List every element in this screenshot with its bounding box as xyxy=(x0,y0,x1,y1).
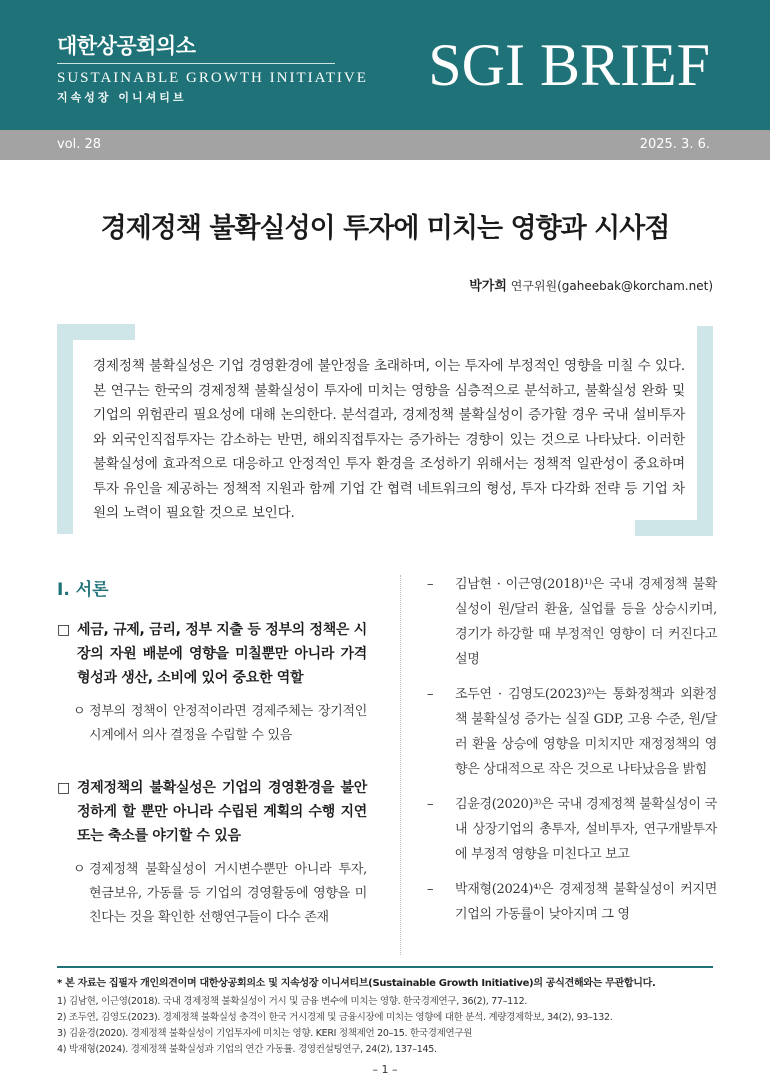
section-heading: Ⅰ. 서론 xyxy=(57,580,109,600)
main-bullet xyxy=(57,618,367,690)
author-role: 연구위원(gaheebak@korcham.net) xyxy=(510,279,713,293)
sub-bullet-text: 경제정책 불확실성이 거시변수뿐만 아니라 투자, 현금보유, 가동률 등 기업의 경영활동에 영향을 미친다는 것을 확인한 선행연구들이 다수 존재 xyxy=(89,862,367,925)
footnote: 2) 조두연, 김영도(2023). 경제정책 불확실성 충격이 한국 거시경제 및 금융시장에 미치는 영향에 대한 분석. 계량경제학보, 34(2), 93–132. xyxy=(57,1012,613,1023)
footnote: 4) 박재형(2024). 경제정책 불확실성과 기업의 연간 가동률. 경영컨설팅연구, 24(2), 137–145. xyxy=(57,1044,437,1055)
reference-item xyxy=(425,572,717,672)
abstract-text: 경제정책 불확실성은 기업 경영환경에 불안정을 초래하며, 이는 투자에 부정적인 영향을 미칠 수 있다. 본 연구는 한국의 경제정책 불확실성이 투자에 미치는 영향을 심층적으로 분석하고, 불확실성 완화 및 기업의 위험관리 필요성에 대해 논의한다. 분석결과, 경제정책 불확실성이 증가할 경우 국내 설비투자와 외국인직접투자는 감소하는 반면, 해외직접투자는 증가하는 경향이 있는 것으로 나타났다. 이러한 불확실성에 효과적으로 대응하고 안정적인 투자 환경을 조성하기 위해서는 정책적 일관성이 중요하며 투자 유인을 제공하는 정책적 지원과 함께 기업 간 협력 네트워크의 형성, 투자 다각화 전략 등 기업 차원의 노력이 필요할 것으로 보인다. xyxy=(93,358,685,521)
footer-rule xyxy=(57,966,713,968)
reference-item xyxy=(425,682,717,782)
page-number: – 1 – xyxy=(372,1063,398,1076)
footnotes xyxy=(57,994,713,1058)
abstract-frame-top xyxy=(57,324,135,340)
publication-date: 2025. 3. 6. xyxy=(639,137,710,152)
main-bullet xyxy=(57,776,367,848)
reference-text: 김윤경(2020)³⁾은 국내 경제정책 불확실성이 국내 상장기업의 총투자, 설비투자, 연구개발투자에 부정적 영향을 미친다고 보고 xyxy=(455,797,717,862)
dash-bullet-icon: – xyxy=(427,577,434,592)
volume-bar xyxy=(0,130,770,160)
dash-bullet-icon: – xyxy=(427,687,434,702)
org-subtitle: 지속성장 이니셔티브 xyxy=(57,91,187,104)
page-title: 경제정책 불확실성이 투자에 미치는 영향과 시사점 xyxy=(100,213,670,244)
square-bullet-icon: □ xyxy=(57,780,70,796)
reference-text: 김남현 · 이근영(2018)¹⁾은 국내 경제정책 불확실성이 원/달러 환율, 실업률 등을 상승시키며, 경기가 하강할 때 부정적인 영향이 더 커진다고 설명 xyxy=(455,577,717,667)
square-bullet-icon: □ xyxy=(57,622,70,638)
abstract-frame-right xyxy=(697,326,713,536)
author-name: 박가희 xyxy=(469,279,507,294)
sub-bullet xyxy=(57,858,367,930)
author-line xyxy=(469,275,713,294)
org-name-english: SUSTAINABLE GROWTH INITIATIVE xyxy=(57,70,368,86)
right-column xyxy=(425,572,717,937)
reference-item xyxy=(425,792,717,867)
dash-bullet-icon: – xyxy=(427,882,434,897)
main-bullet-text: 경제정책의 불확실성은 기업의 경영환경을 불안정하게 할 뿐만 아니라 수립된 계획의 수행 지연 또는 축소를 야기할 수 있음 xyxy=(77,780,367,844)
circle-bullet-icon: ㅇ xyxy=(73,704,86,719)
volume-number: vol. 28 xyxy=(57,137,102,152)
footnote: 3) 김윤경(2020). 경제정책 불확실성이 기업투자에 미치는 영향. KERI 정책제언 20–15. 한국경제연구원 xyxy=(57,1028,473,1039)
footnote: 1) 김남현, 이근영(2018). 국내 경제정책 불확실성이 거시 및 금융 변수에 미치는 영향. 한국경제연구, 36(2), 77–112. xyxy=(57,996,528,1007)
org-divider xyxy=(57,63,335,64)
sub-bullet xyxy=(57,700,367,748)
abstract-frame-left xyxy=(57,324,73,534)
sub-bullet-text: 정부의 정책이 안정적이라면 경제주체는 장기적인 시계에서 의사 결정을 수립할 수 있음 xyxy=(89,704,367,743)
org-name-korean: 대한상공회의소 xyxy=(57,34,196,58)
brief-header xyxy=(0,0,770,130)
circle-bullet-icon: ㅇ xyxy=(73,862,86,877)
reference-text: 박재형(2024)⁴⁾은 경제정책 불확실성이 커지면 기업의 가동률이 낮아지며 그 영 xyxy=(455,882,717,922)
column-divider xyxy=(400,575,401,955)
reference-item xyxy=(425,877,717,927)
main-bullet-text: 세금, 규제, 금리, 정부 지출 등 정부의 정책은 시장의 자원 배분에 영향을 미칠뿐만 아니라 가격형성과 생산, 소비에 있어 중요한 역할 xyxy=(77,622,367,686)
dash-bullet-icon: – xyxy=(427,797,434,812)
left-column xyxy=(57,575,367,930)
disclaimer-notice: * 본 자료는 집필자 개인의견이며 대한상공회의소 및 지속성장 이니셔티브(Sustainable Growth Initiative)의 공식견해와는 무관합니다. xyxy=(57,978,656,989)
abstract-box xyxy=(57,324,713,536)
brief-brand-title: SGI BRIEF xyxy=(428,32,710,98)
reference-text: 조두연 · 김영도(2023)²⁾는 통화정책과 외환정책 불확실성 증가는 실질 GDP, 고용 수준, 원/달러 환율 상승에 영향을 미치지만 재정정책의 영향은 상대적으로 작은 것으로 나타났음을 밝힘 xyxy=(455,687,717,777)
